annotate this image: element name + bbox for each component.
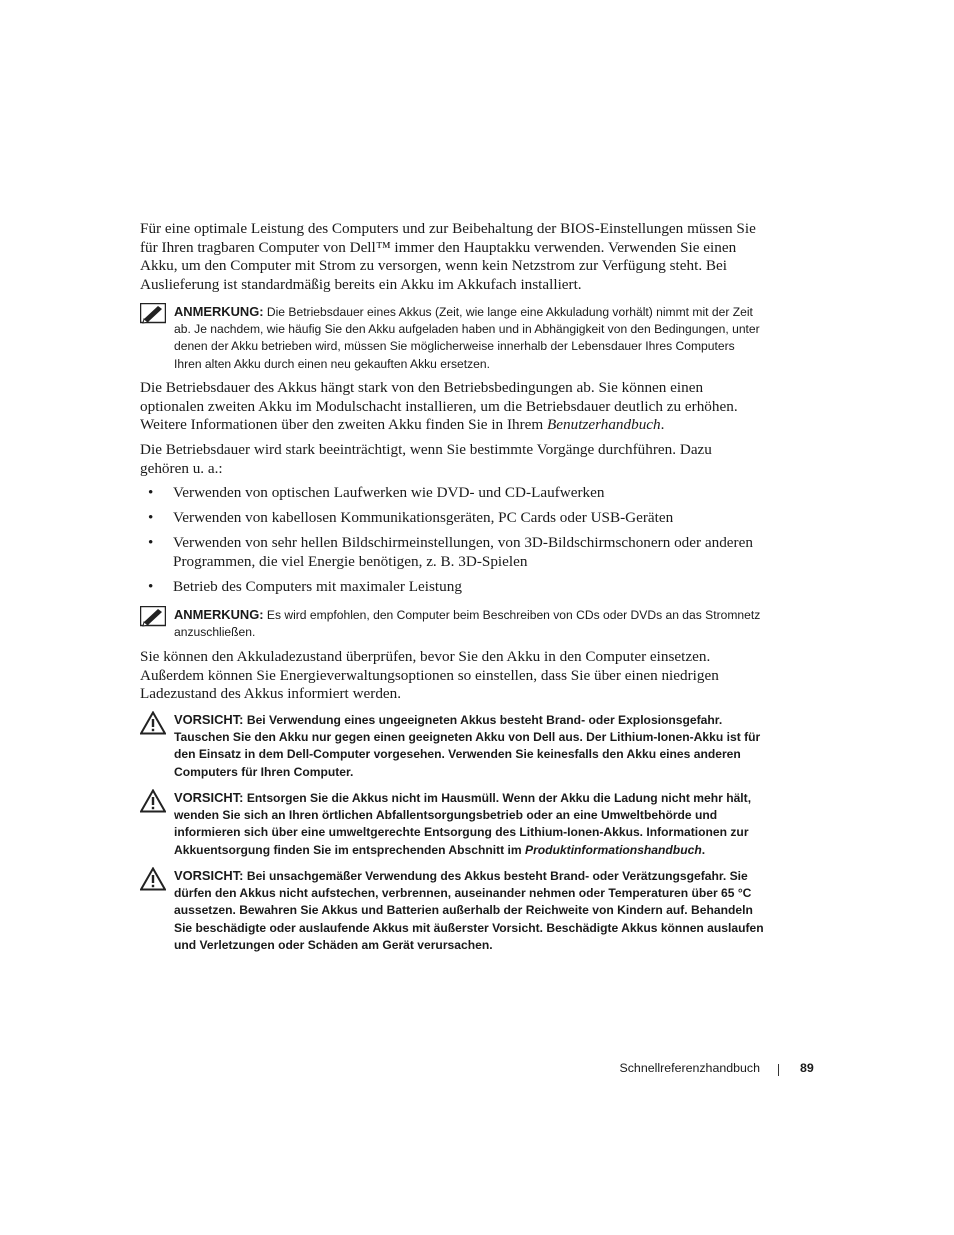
battery-life-paragraph [140, 379, 760, 435]
bullet-marker: • [148, 484, 154, 501]
product-info-reference: Produktinformationshandbuch [525, 842, 702, 857]
list-item-text: Verwenden von sehr hellen Bildschirmeinstellungen, von 3D-Bildschirmschonern oder anderen Programmen, die viel Energie benötigen, z. B. 3D-Spielen [173, 533, 753, 570]
intro-paragraph: Für eine optimale Leistung des Computers und zur Beibehaltung der BIOS-Einstellungen müssen Sie für Ihren tragbaren Computer von Dell™ immer den Hauptakku verwenden. Verwenden Sie einen Akku, um den Computer mit Strom zu versorgen, wenn kein Netzstrom zur Verfügung steht. Bei Auslieferung ist standardmäßig bereits ein Akku im Akkufach installiert. [140, 220, 756, 293]
caution-label: VORSICHT: [174, 712, 244, 727]
warning-triangle-icon [140, 867, 166, 891]
caution-text: Entsorgen Sie die Akkus nicht im Hausmüll. Wenn der Akku die Ladung nicht mehr hält, wenden Sie sich an Ihren örtlichen Abfallentsorgungsbetrieb oder an eine Umweltbehörde und informieren sich über eine umweltgerechte Entsorgung des Lithium-Ionen-Akkus. Informationen zur Akkuentsorgung finden Sie im entsprechenden Abschnitt im [174, 791, 752, 857]
usage-intro-paragraph: Die Betriebsdauer wird stark beeinträchtigt, wenn Sie bestimmte Vorgänge durchführen. Dazu gehören u. a.: [140, 441, 712, 477]
caution-text: Bei Verwendung eines ungeeigneten Akkus besteht Brand- oder Explosionsgefahr. Tauschen Sie den Akku nur gegen einen geeigneten Akku von Dell aus. Der Lithium-Ionen-Akku ist für den Einsatz in dem Dell-Computer vorgesehen. Verwenden Sie keinesfalls den Akku eines anderen Computers für Ihren Computer. [174, 713, 761, 779]
bullet-marker: • [148, 533, 154, 551]
warning-triangle-icon [140, 711, 166, 735]
para2-text: Die Betriebsdauer des Akkus hängt stark von den Betriebsbedingungen ab. Sie können einen optionalen zweiten Akku im Modulschacht installieren, um die Betriebsdauer deutlich zu erhöhen. Weitere Informationen über den zweiten Akku finden Sie in Ihrem [140, 379, 738, 434]
bullet-marker: • [148, 577, 154, 595]
footer-title: Schnellreferenzhandbuch [619, 1061, 760, 1075]
list-item [140, 484, 760, 503]
footer-separator [778, 1064, 779, 1076]
caution-label: VORSICHT: [174, 790, 244, 805]
list-item-text: Verwenden von kabellosen Kommunikationsgeräten, PC Cards oder USB-Geräten [173, 508, 674, 526]
list-item-text: Betrieb des Computers mit maximaler Leistung [173, 577, 462, 595]
bullet-marker: • [148, 508, 154, 526]
para2-end: . [660, 416, 665, 434]
pencil-note-icon [140, 606, 166, 630]
list-item [140, 509, 760, 528]
list-item [140, 534, 760, 571]
caution-text: Bei unsachgemäßer Verwendung des Akkus besteht Brand- oder Verätzungsgefahr. Sie dürfen den Akkus nicht aufstechen, verbrennen, auseinander nehmen oder Temperaturen über 65 °C aussetzen. Bewahren Sie Akkus und Batterien außerhalb der Reichweite von Kindern auf. Behandeln Sie beschädigte oder auslaufende Akkus mit äußerster Vorsicht. Beschädigte Akkus können auslaufen und Verletzungen oder Schäden am Gerät verursachen. [174, 869, 764, 952]
caution-text-end: . [701, 842, 706, 857]
note-text: Es wird empfohlen, den Computer beim Beschreiben von CDs oder DVDs an das Stromnetz anzuschließen. [174, 608, 761, 640]
note-text: Die Betriebsdauer eines Akkus (Zeit, wie lange eine Akkuladung vorhält) nimmt mit der Zeit ab. Je nachdem, wie häufig Sie den Akku aufgeladen haben und in Abhängigkeit von den Bedingungen, unter denen der Akku betrieben wird, müssen Sie möglicherweise innerhalb der Lebensdauer Ihres Computers Ihren alten Akku durch einen neu gekauften Akku ersetzen. [174, 305, 760, 371]
warning-triangle-icon [140, 789, 166, 813]
charge-status-paragraph: Sie können den Akkuladezustand überprüfen, bevor Sie den Akku in den Computer einsetzen. Außerdem können Sie Energieverwaltungsoptionen so einstellen, dass Sie über einen niedrigen Ladezustand des Akkus informiert werden. [140, 648, 719, 703]
page-number: 89 [800, 1061, 814, 1075]
caution-label: VORSICHT: [174, 868, 244, 883]
power-usage-list [140, 484, 760, 603]
user-guide-reference: Benutzerhandbuch [547, 416, 661, 434]
list-item [140, 578, 760, 597]
list-item-text: Verwenden von optischen Laufwerken wie DVD- und CD-Laufwerken [173, 484, 605, 501]
pencil-note-icon [140, 303, 166, 327]
note-label: ANMERKUNG: [174, 607, 264, 622]
note-label: ANMERKUNG: [174, 304, 264, 319]
